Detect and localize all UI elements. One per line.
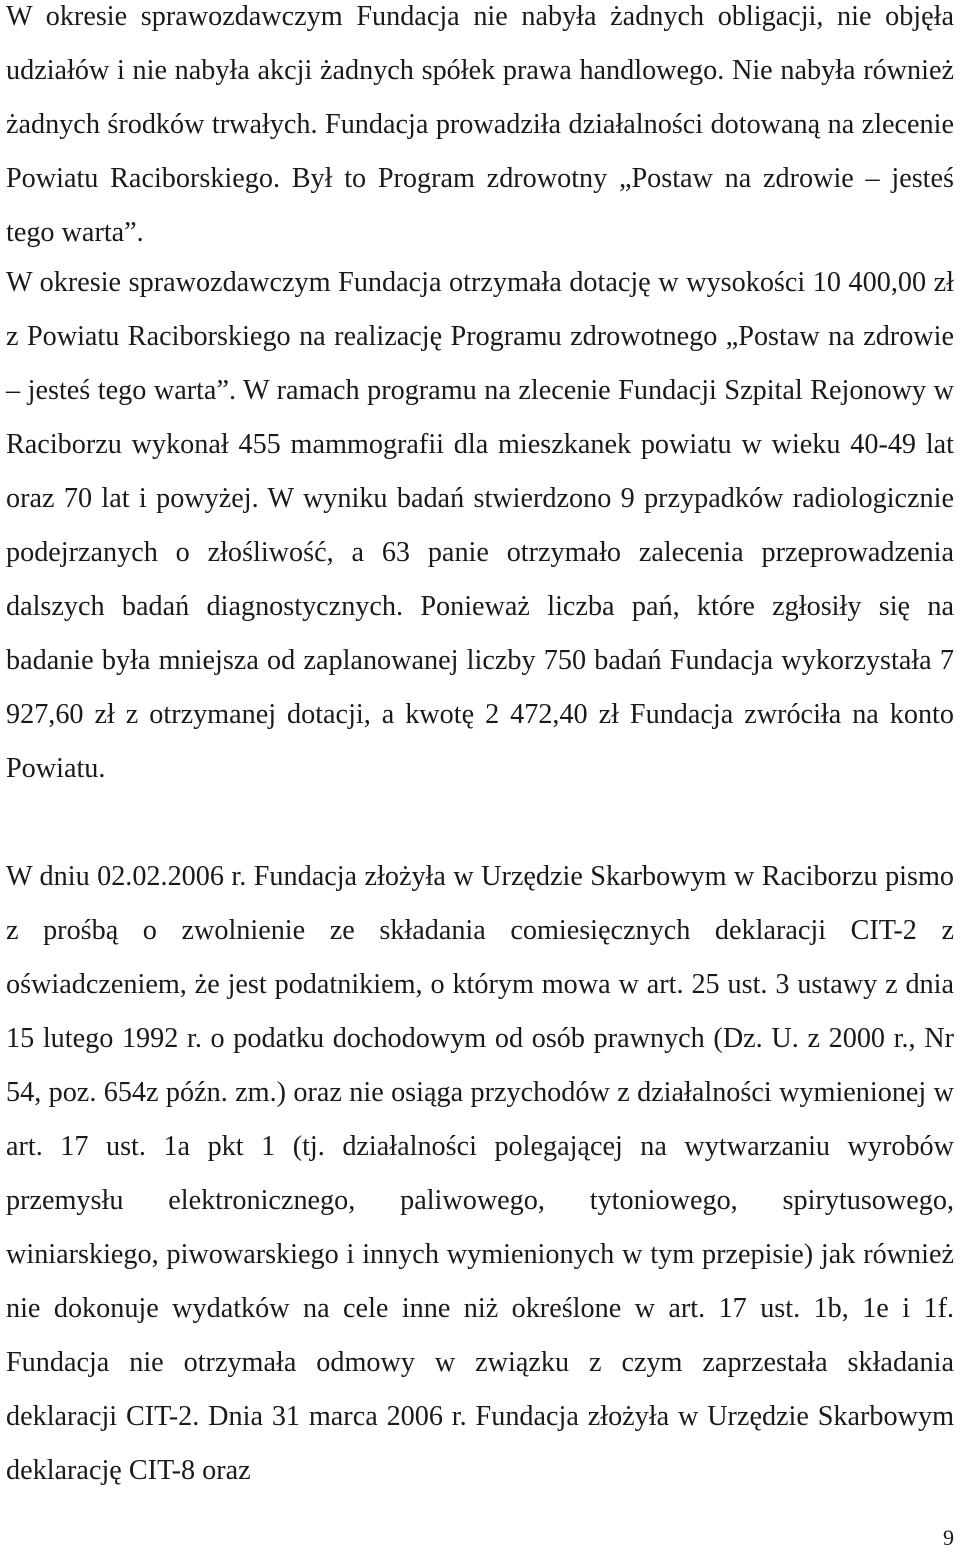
- paragraph-health-program-grant: W okresie sprawozdawczym Fundacja otrzymała dotację w wysokości 10 400,00 zł z Powiatu Raciborskiego na realizację Programu zdrowotnego „Postaw na zdrowie – jesteś tego warta”. W ramach programu na zlecenie Fundacji Szpital Rejonowy w Raciborzu wykonał 455 mammografii dla mieszkanek powiatu w wieku 40-49 lat oraz 70 lat i powyżej. W wyniku badań stwierdzono 9 przypadków radiologicznie podejrzanych o złośliwość, a 63 panie otrzymało zalecenia przeprowadzenia dalszych badań diagnostycznych. Ponieważ liczba pań, które zgłosiły się na badanie była mniejsza od zaplanowanej liczby 750 badań Fundacja wykorzystała 7 927,60 zł z otrzymanej dotacji, a kwotę 2 472,40 zł Fundacja zwróciła na konto Powiatu.: [6, 267, 954, 784]
- page-number: 9: [943, 1525, 954, 1550]
- document-page: [6, 0, 954, 1553]
- paragraph-tax-declaration: W dniu 02.02.2006 r. Fundacja złożyła w Urzędzie Skarbowym w Raciborzu pismo z prośbą o zwolnienie ze składania comiesięcznych deklaracji CIT-2 z oświadczeniem, że jest podatnikiem, o którym mowa w art. 25 ust. 3 ustawy z dnia 15 lutego 1992 r. o podatku dochodowym od osób prawnych (Dz. U. z 2000 r., Nr 54, poz. 654z późn. zm.) oraz nie osiąga przychodów z działalności wymienionej w art. 17 ust. 1a pkt 1 (tj. działalności polegającej na wytwarzaniu wyrobów przemysłu elektronicznego, paliwowego, tytoniowego, spirytusowego, winiarskiego, piwowarskiego i innych wymienionych w tym przepisie) jak również nie dokonuje wydatków na cele inne niż określone w art. 17 ust. 1b, 1e i 1f. Fundacja nie otrzymała odmowy w związku z czym zaprzestała składania deklaracji CIT-2. Dnia 31 marca 2006 r. Fundacja złożyła w Urzędzie Skarbowym deklarację CIT-8 oraz: [6, 861, 954, 1486]
- paragraph-fundacja-assets: W okresie sprawozdawczym Fundacja nie nabyła żadnych obligacji, nie objęła udziałów i nie nabyła akcji żadnych spółek prawa handlowego. Nie nabyła również żadnych środków trwałych. Fundacja prowadziła działalności dotowaną na zlecenie Powiatu Raciborskiego. Był to Program zdrowotny „Postaw na zdrowie – jesteś tego warta”.: [6, 1, 954, 248]
